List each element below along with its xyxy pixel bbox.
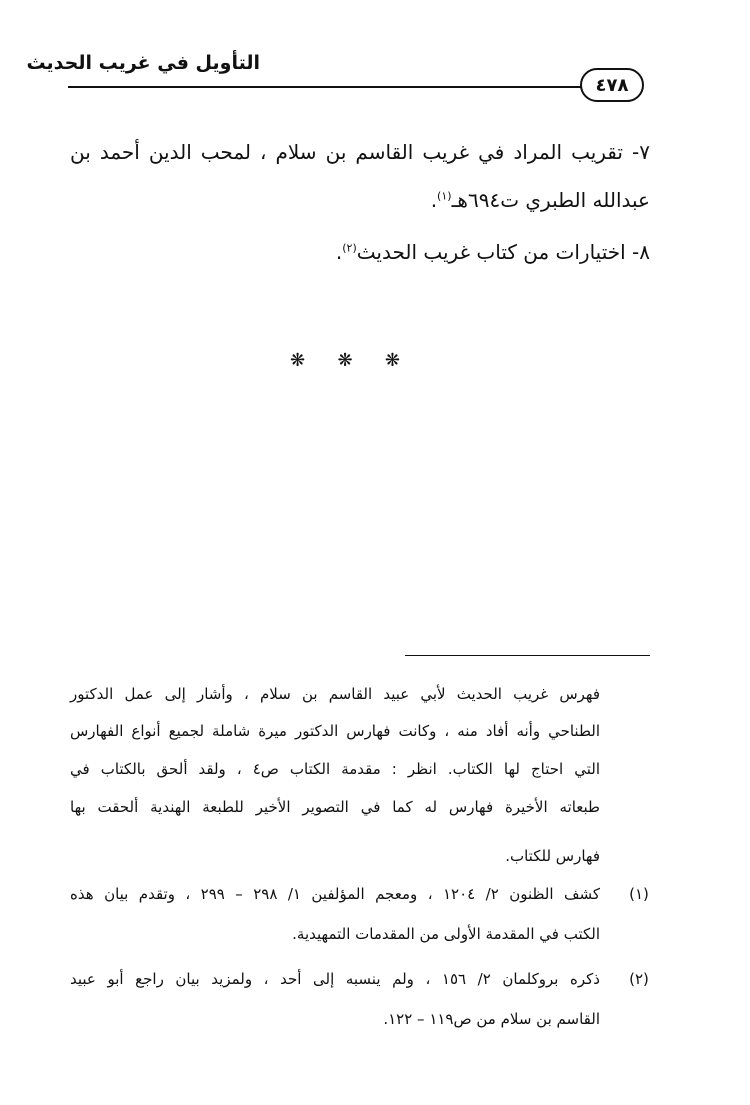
running-title: التأويل في غريب الحديث	[26, 52, 260, 74]
star-icon: ❋	[337, 350, 353, 371]
footnote-continuation-line: فهرس غريب الحديث لأبي عبيد القاسم بن سلام ، وأشار إلى عمل الدكتور	[70, 685, 600, 703]
footnote-ref-1: (١)	[437, 189, 452, 203]
star-icon: ❋	[290, 350, 306, 371]
item-7-text: عبدالله الطبري ت٦٩٤هـ	[451, 188, 650, 212]
footnote-continuation-line: فهارس للكتاب.	[505, 847, 600, 865]
footnote-continuation-line: التي احتاج لها الكتاب. انظر : مقدمة الكتاب ص٤ ، ولقد ألحق بالكتاب في	[70, 760, 600, 778]
item-8-line	[336, 240, 650, 264]
item-7-line-2	[431, 188, 650, 212]
footnote-continuation-line: الطناحي وأنه أفاد منه ، وكانت فهارس الدكتور ميرة شاملة لجميع أنواع الفهارس	[70, 722, 600, 740]
star-icon: ❋	[384, 350, 400, 371]
item-8-period: .	[335, 240, 343, 264]
footnote-separator	[405, 655, 650, 656]
footnote-number-1: (١)	[629, 885, 649, 903]
item-7-line-1: ٧- تقريب المراد في غريب القاسم بن سلام ، لمحب الدين أحمد بن	[70, 140, 650, 164]
page-number: ٤٧٨	[580, 68, 644, 102]
footnote-2-line: القاسم بن سلام من ص١١٩ – ١٢٢.	[383, 1010, 600, 1028]
footnote-number-2: (٢)	[629, 970, 649, 988]
item-8-text: ٨- اختيارات من كتاب غريب الحديث	[356, 240, 650, 264]
footnote-1-line: كشف الظنون ٢/ ١٢٠٤ ، ومعجم المؤلفين ١/ ٢٩٨ – ٢٩٩ ، وتقدم بيان هذه	[70, 885, 601, 903]
footnote-ref-2: (٢)	[342, 241, 357, 255]
footnote-continuation-line: طبعاته الأخيرة فهارس له كما في التصوير الأخير للطبعة الهندية ألحقت بها	[70, 798, 600, 816]
item-7-period: .	[430, 188, 438, 212]
footnote-1-line: الكتب في المقدمة الأولى من المقدمات التمهيدية.	[292, 925, 600, 943]
footnote-2-line: ذكره بروكلمان ٢/ ١٥٦ ، ولم ينسبه إلى أحد ، ولمزيد بيان راجع أبو عبيد	[70, 970, 600, 988]
section-divider-stars	[290, 350, 400, 371]
header-rule	[68, 86, 586, 88]
